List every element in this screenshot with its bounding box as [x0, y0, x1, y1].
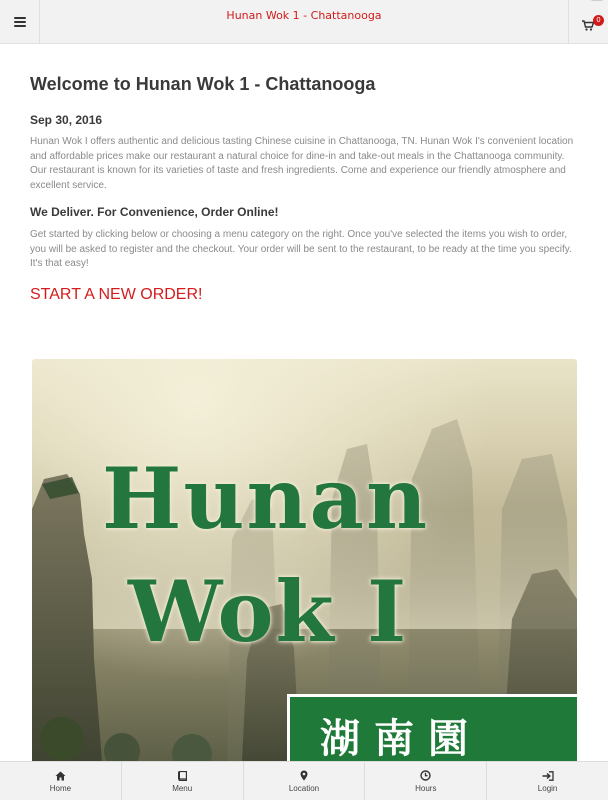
cart-top-mark — [591, 0, 603, 1]
chinese-name-text: 湖南園 — [320, 715, 482, 761]
nav-hours[interactable] — [365, 762, 487, 800]
instructions-paragraph: Get started by clicking below or choosing a menu category on the right. Once you've selected the items you wish to order, you will be asked to register and the checkout. Your order will be sent to the restaurant, to be ready at the time you specify. It's that easy! — [30, 229, 572, 269]
restaurant-banner-image — [32, 359, 577, 761]
book-icon — [177, 770, 187, 782]
top-bar — [0, 0, 608, 44]
menu-toggle-button[interactable] — [0, 0, 40, 44]
chinese-name-banner — [287, 694, 577, 761]
bottom-navigation — [0, 761, 608, 800]
nav-home-label: Home — [49, 783, 72, 793]
nav-menu-label: Menu — [172, 783, 193, 793]
post-date: Sep 30, 2016 — [30, 113, 103, 127]
nav-location-label: Location — [288, 783, 320, 793]
deliver-heading: We Deliver. For Convenience, Order Online! — [30, 205, 279, 219]
start-new-order-link[interactable]: START A NEW ORDER! — [30, 285, 203, 303]
logo-text-line1: Hunan — [102, 449, 430, 548]
sign-in-icon — [542, 770, 554, 782]
nav-menu[interactable] — [122, 762, 244, 800]
intro-paragraph: Hunan Wok I offers authentic and delicious tasting Chinese cuisine in Chattanooga, TN. Hunan Wok I's convenient location and affordable prices make our restaurant a natural choice for dine-in and take-out meals in the Chattanooga community. Our restaurant is known for its varieties of taste and fresh ingredients. Come and experience our friendly atmosphere and excellent service. — [30, 136, 574, 191]
hamburger-icon — [14, 17, 26, 27]
nav-login[interactable] — [487, 762, 608, 800]
logo-text-line2: Wok I — [128, 562, 409, 661]
cart-count-badge: 0 — [593, 15, 604, 26]
home-icon — [55, 770, 66, 782]
main-content — [30, 44, 578, 304]
nav-home[interactable] — [0, 762, 122, 800]
clock-icon — [420, 770, 431, 782]
map-marker-icon — [300, 770, 308, 782]
cart-button[interactable] — [568, 0, 608, 44]
nav-hours-label: Hours — [415, 783, 437, 793]
nav-location[interactable] — [244, 762, 366, 800]
nav-login-label: Login — [537, 783, 558, 793]
header-title[interactable]: Hunan Wok 1 - Chattanooga — [226, 9, 382, 22]
page-title: Welcome to Hunan Wok 1 - Chattanooga — [30, 74, 376, 94]
